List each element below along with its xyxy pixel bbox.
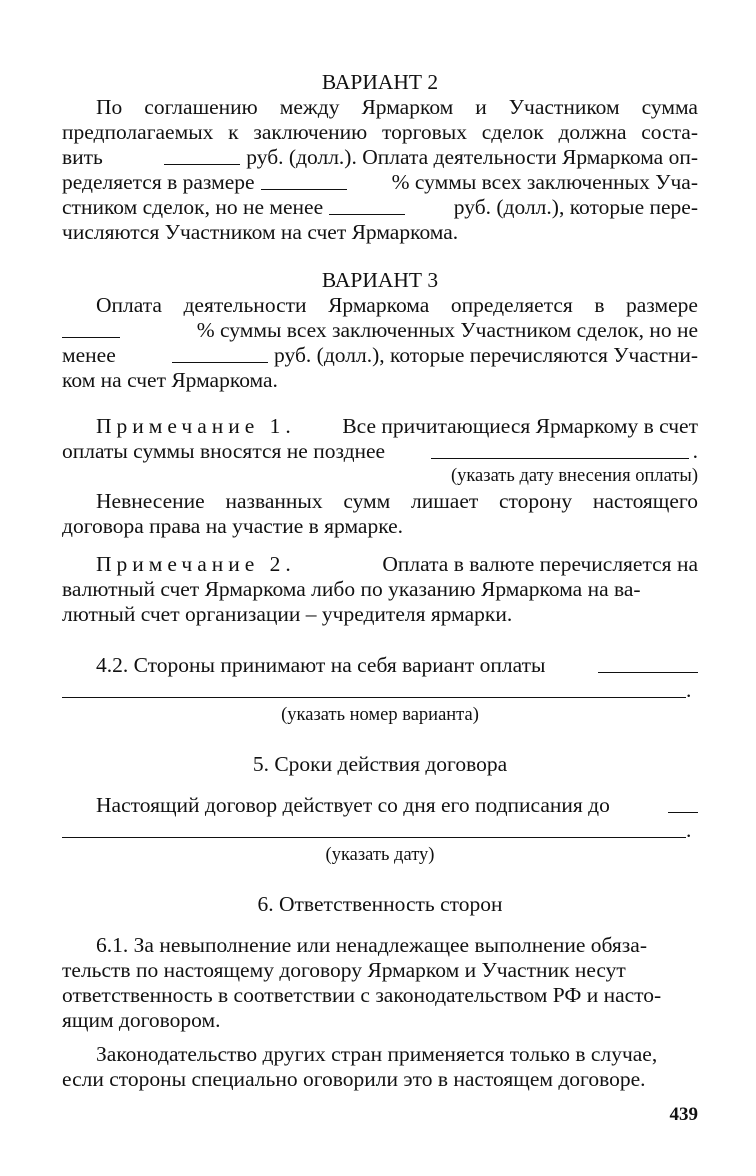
paragraph-line: По соглашению между Ярмарком и Участником сумма <box>96 95 698 119</box>
paragraph-line: предполагаемых к заключению торговых сделок должна соста- <box>62 120 698 144</box>
variant-2-heading: ВАРИАНТ 2 <box>321 70 439 94</box>
clause-4-2 <box>62 653 698 728</box>
section-6-heading: 6. Ответственность сторон <box>257 892 503 916</box>
paragraph-line: валютный счет Ярмаркома либо по указанию Ярмаркома на ва- <box>62 577 641 601</box>
min-sum-blank <box>329 195 405 215</box>
paragraph-line: менее руб. (долл.), которые перечисляются Участни- <box>62 343 698 367</box>
section-6 <box>62 892 698 917</box>
percent-blank <box>261 170 347 190</box>
paragraph-line: % суммы всех заключенных Участником сделок, но не <box>62 318 698 343</box>
section-5-heading: 5. Сроки действия договора <box>252 752 508 776</box>
field-hint: (указать номер варианта) <box>281 705 479 725</box>
field-hint: (указать дату внесения оплаты) <box>450 466 698 486</box>
note-1-label: Примечание 1. <box>96 414 296 438</box>
payment-date-blank <box>431 439 689 459</box>
paragraph-line: вить руб. (долл.). Оплата деятельности Ярмаркома оп- <box>62 145 698 169</box>
paragraph-line: ответственность в соответствии с законодательством РФ и насто- <box>62 983 662 1007</box>
paragraph-line: Невнесение названных сумм лишает сторону настоящего <box>96 489 698 513</box>
section-6-body <box>62 933 698 1092</box>
paragraph-line: ком на счет Ярмаркома. <box>62 368 278 392</box>
paragraph-line: лютный счет организации – учредителя ярмарки. <box>62 602 513 626</box>
min-sum-blank <box>172 343 268 363</box>
paragraph-line: числяются Участником на счет Ярмаркома. <box>62 220 459 244</box>
page-number: 439 <box>669 1104 698 1125</box>
blank-line: . <box>62 818 698 843</box>
paragraph-line: тельств по настоящему договору Ярмарком и Участник несут <box>62 958 626 982</box>
percent-blank <box>62 318 120 338</box>
note-2-label: Примечание 2. <box>96 552 296 576</box>
field-hint: (указать дату) <box>325 845 435 865</box>
paragraph-line: Примечание 2. Оплата в валюте перечисляется на <box>96 552 698 576</box>
sum-blank <box>164 145 240 165</box>
paragraph-line: Законодательство других стран применяется только в случае, <box>96 1042 658 1066</box>
paragraph-line: Примечание 1. Все причитающиеся Ярмаркому в счет <box>96 414 698 438</box>
variant-2-section <box>62 70 698 245</box>
paragraph-line: оплаты суммы вносятся не позднее . <box>62 439 698 463</box>
paragraph-line: стником сделок, но не менее руб. (долл.), которые пере- <box>62 195 698 219</box>
paragraph-line: Оплата деятельности Ярмаркома определяется в размере <box>96 293 698 317</box>
variant-number-blank-continued <box>62 678 686 698</box>
section-5 <box>62 752 698 777</box>
variant-3-heading: ВАРИАНТ 3 <box>321 268 439 292</box>
paragraph-line: ящим договором. <box>62 1008 221 1032</box>
paragraph-line: 6.1. За невыполнение или ненадлежащее выполнение обяза- <box>96 933 647 957</box>
end-date-blank <box>668 793 698 813</box>
variant-3-section <box>62 268 698 393</box>
end-date-blank-continued <box>62 818 686 838</box>
paragraph-line: 4.2. Стороны принимают на себя вариант оплаты <box>62 653 698 678</box>
paragraph-line: ределяется в размере % суммы всех заключенных Уча- <box>62 170 698 194</box>
paragraph-line: Настоящий договор действует со дня его подписания до <box>62 793 698 818</box>
paragraph-line: если стороны специально оговорили это в настоящем договоре. <box>62 1067 646 1091</box>
blank-line: . <box>62 678 698 703</box>
note-1 <box>62 414 698 539</box>
section-5-body <box>62 793 698 868</box>
note-2 <box>62 552 698 627</box>
variant-number-blank <box>598 653 698 673</box>
paragraph-line: договора права на участие в ярмарке. <box>62 514 404 538</box>
